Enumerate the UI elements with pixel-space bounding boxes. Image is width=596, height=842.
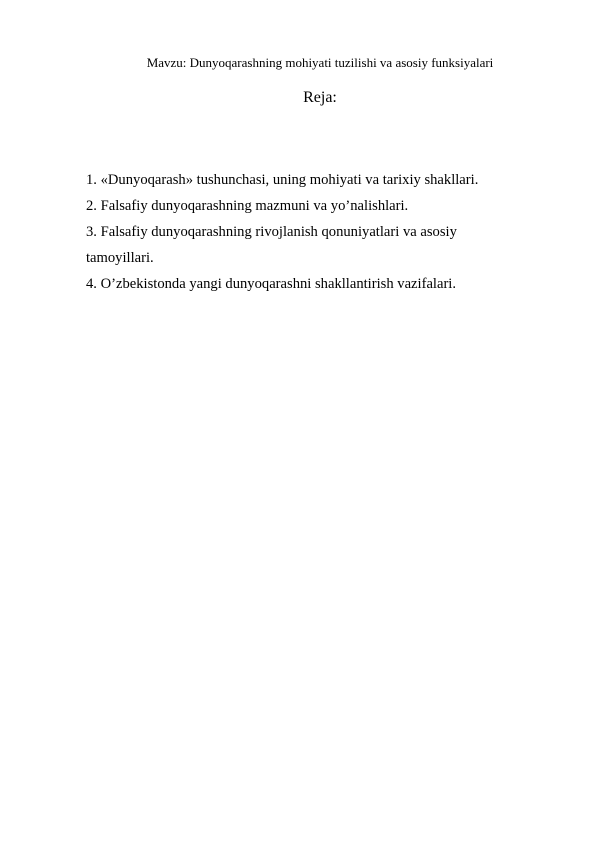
plan-list [86,167,526,297]
document-topic: Mavzu: Dunyoqarashning mohiyati tuzilishi va asosiy funksiyalari [146,55,494,70]
plan-item-4: 4. O’zbekistonda yangi dunyoqarashni shakllantirish vazifalari. [86,276,457,292]
plan-item-3: 3. Falsafiy dunyoqarashning rivojlanish qonuniyatlari va asosiy tamoyillari. [86,224,457,266]
plan-heading: Reja: [303,89,337,106]
plan-item-1: 1. «Dunyoqarash» tushunchasi, uning mohiyati va tarixiy shakllari. [86,172,479,188]
plan-item-2: 2. Falsafiy dunyoqarashning mazmuni va yo’nalishlari. [86,198,409,214]
